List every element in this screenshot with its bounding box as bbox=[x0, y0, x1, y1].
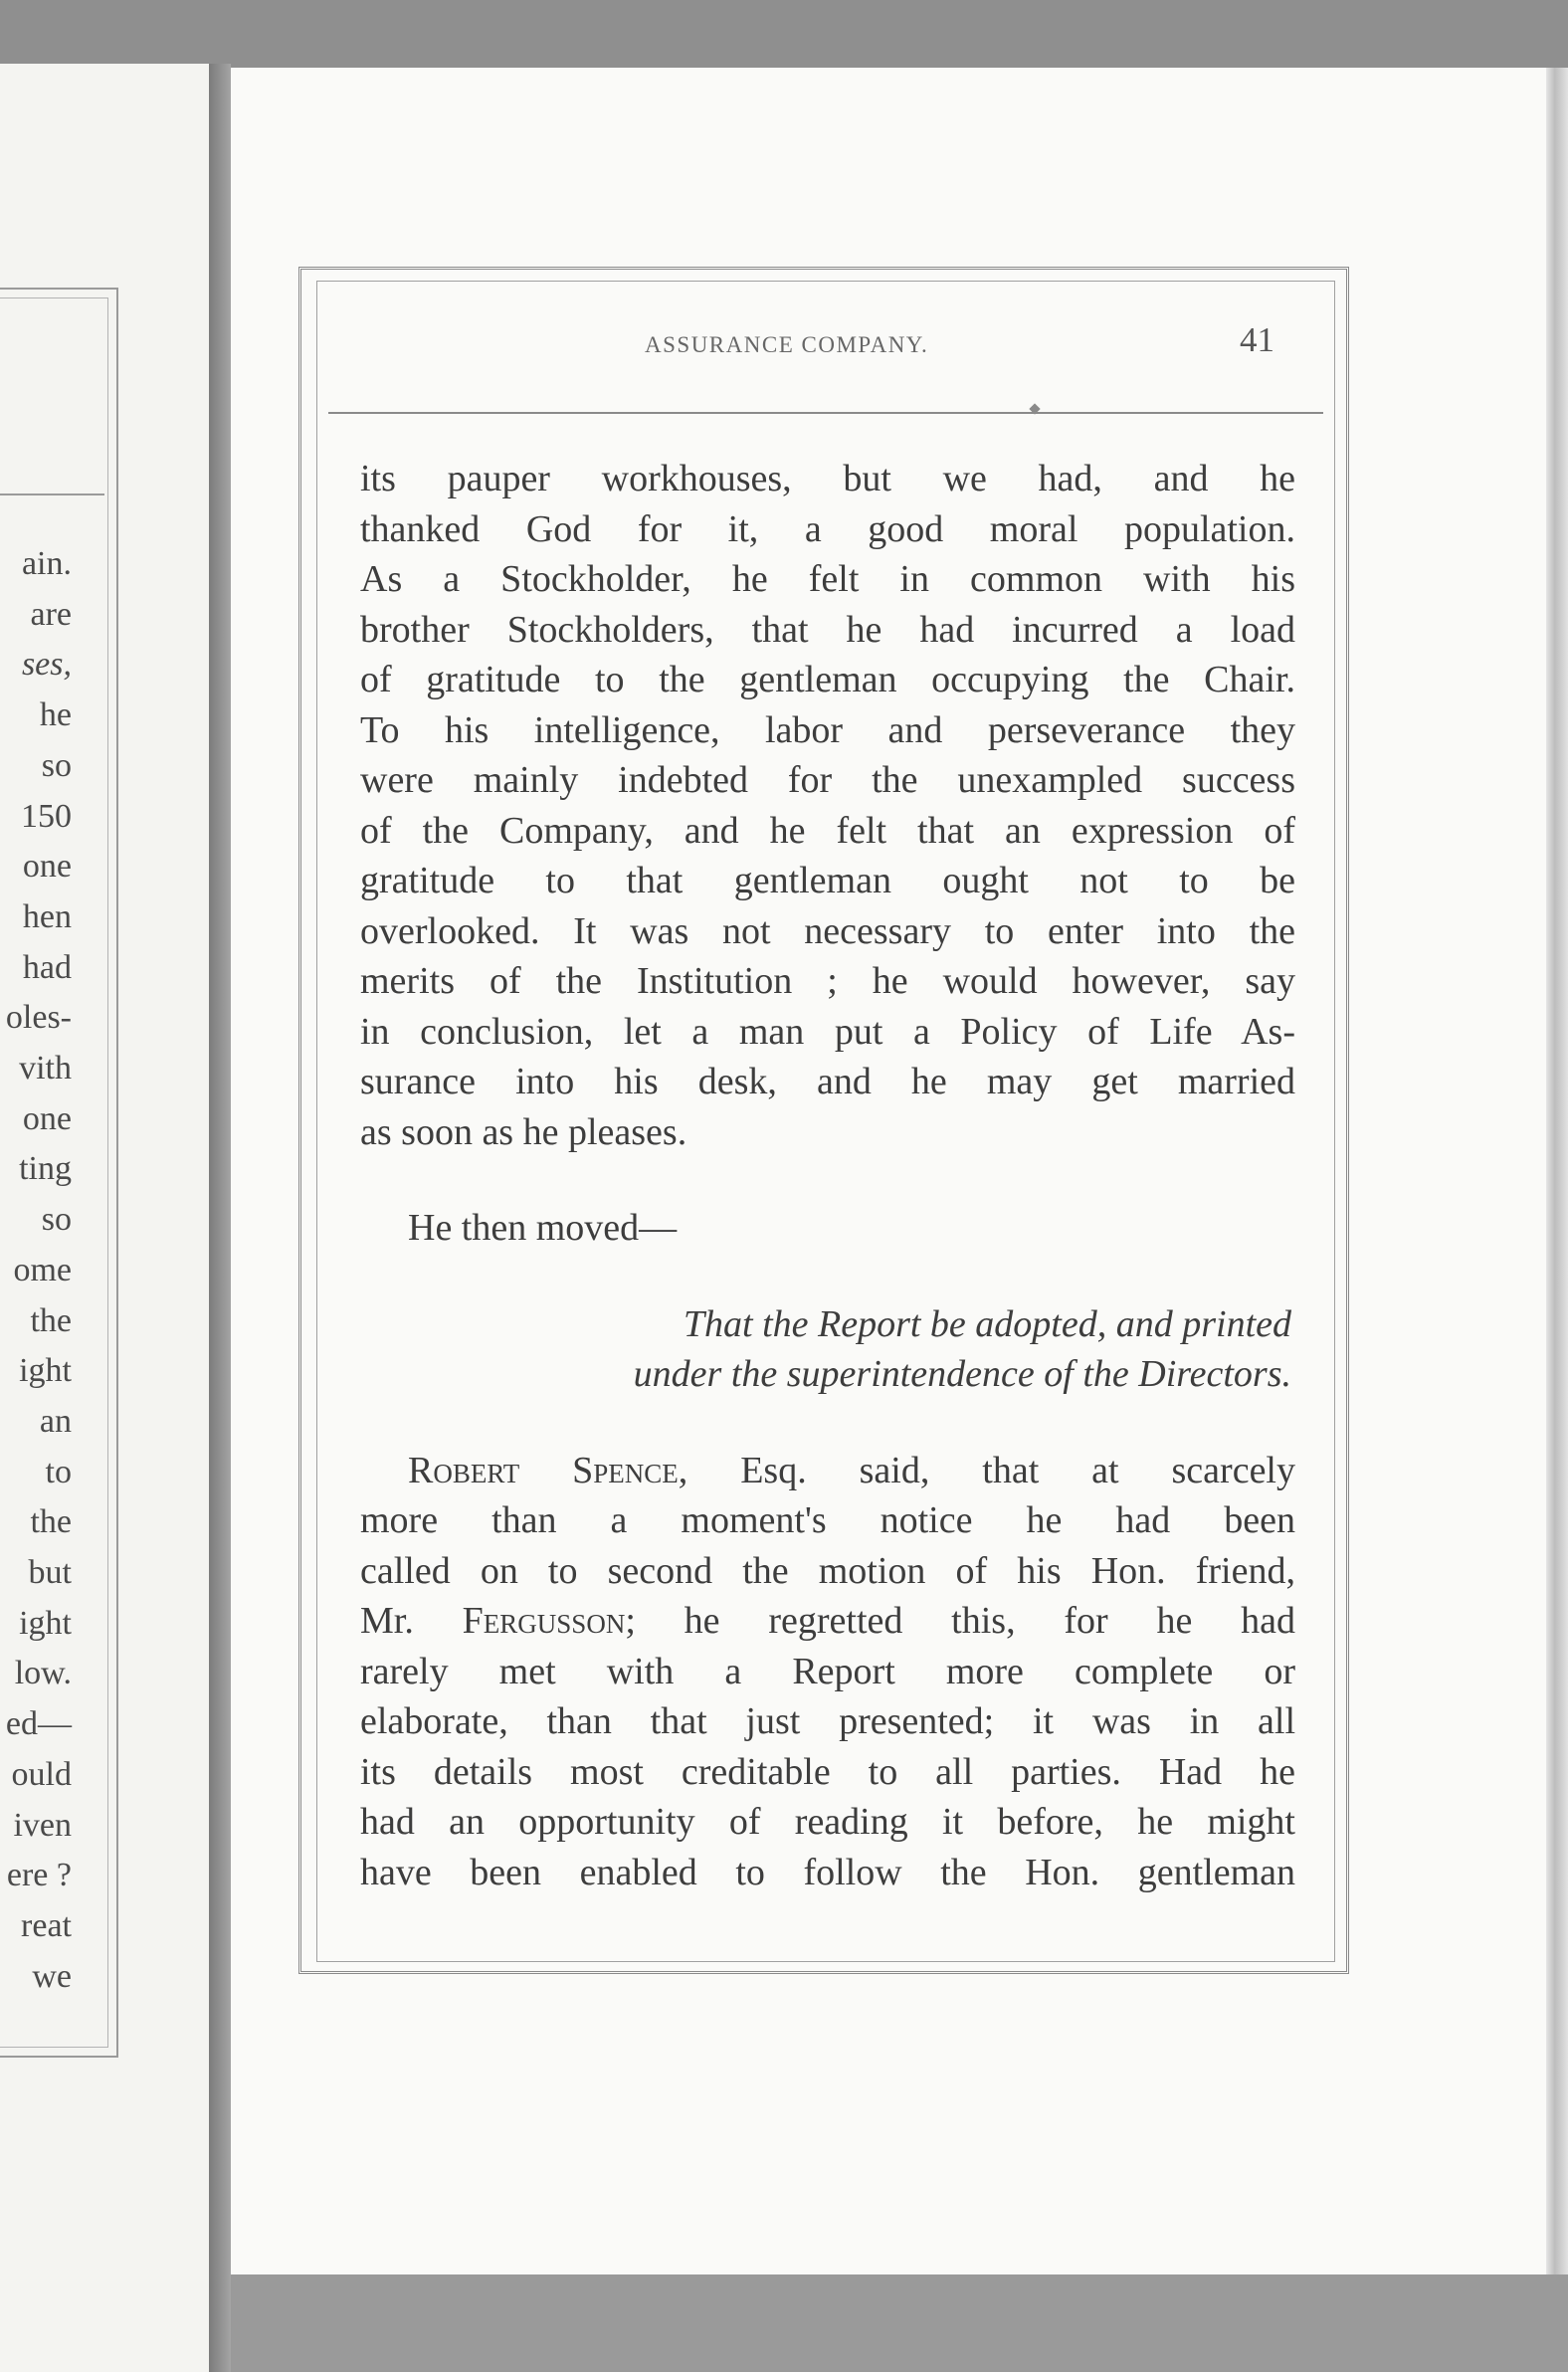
motion-text bbox=[360, 1299, 1295, 1400]
paragraph-3-line: its details most creditable to all parties. Had he bbox=[360, 1750, 1295, 1793]
header-rule bbox=[328, 412, 1323, 414]
facing-page-fragment: so bbox=[41, 1201, 72, 1239]
paragraph-3 bbox=[360, 1446, 1295, 1898]
paragraph-1-line: overlooked. It was not necessary to enter into the bbox=[360, 909, 1295, 952]
paragraph-1-line: surance into his desk, and he may get married bbox=[360, 1061, 1295, 1102]
speaker-name: Robert Spence, bbox=[408, 1449, 688, 1491]
paragraph-1-line: merits of the Institution ; he would however, say bbox=[360, 960, 1295, 1002]
facing-page-head-rule bbox=[0, 494, 104, 495]
page-edge bbox=[1546, 68, 1568, 2274]
facing-page-fragment: ight bbox=[19, 1352, 72, 1390]
facing-page-fragment: one bbox=[22, 848, 72, 886]
facing-page-fragment: but bbox=[28, 1554, 72, 1592]
facing-page-fragment: the bbox=[30, 1503, 72, 1541]
paragraph-1-line: of the Company, and he felt that an expression of bbox=[360, 809, 1295, 852]
paragraph-3-line: elaborate, than that just presented; it was in all bbox=[360, 1700, 1295, 1742]
paragraph-3-line: Robert Spence, Esq. said, that at scarcely bbox=[408, 1449, 1295, 1491]
facing-page-fragment: one bbox=[22, 1099, 72, 1137]
facing-page-fragment: are bbox=[30, 595, 72, 633]
paragraph-1-line: thanked God for it, a good moral population. bbox=[360, 507, 1295, 550]
running-head: ASSURANCE COMPANY. bbox=[645, 332, 929, 357]
facing-page-fragment: ting bbox=[19, 1150, 72, 1188]
facing-page-fragment: we bbox=[32, 1957, 72, 1995]
facing-page-fragment: ed— bbox=[5, 1705, 72, 1743]
paragraph-1-line: As a Stockholder, he felt in common with his bbox=[360, 558, 1295, 600]
facing-page-fragment: hen bbox=[22, 897, 72, 935]
moved-line: He then moved— bbox=[408, 1207, 678, 1249]
facing-page-fragment: oles- bbox=[5, 999, 72, 1037]
paragraph-3-line: Mr. Fergusson; he regretted this, for he had bbox=[360, 1600, 1295, 1642]
paragraph-3-line: have been enabled to follow the Hon. gentleman bbox=[360, 1851, 1295, 1893]
paragraph-3-line: called on to second the motion of his Hon. friend, bbox=[360, 1549, 1295, 1592]
paragraph-1-line: brother Stockholders, that he had incurred a load bbox=[360, 608, 1295, 651]
facing-page-fragment: ain. bbox=[21, 545, 72, 582]
person-name: Fergusson bbox=[462, 1600, 626, 1642]
facing-page bbox=[0, 64, 210, 2372]
facing-page-fragment: he bbox=[39, 696, 72, 734]
facing-page-fragment: ses, bbox=[21, 646, 72, 684]
facing-page-fragment: ight bbox=[19, 1604, 72, 1642]
paragraph-1 bbox=[360, 454, 1295, 1157]
paragraph-3-line: more than a moment's notice he had been bbox=[360, 1499, 1295, 1541]
paragraph-1-line: in conclusion, let a man put a Policy of Life As- bbox=[360, 1010, 1295, 1053]
facing-page-fragment: low. bbox=[14, 1655, 72, 1692]
motion-line: That the Report be adopted, and printed bbox=[683, 1302, 1291, 1345]
facing-page-fragment: vith bbox=[19, 1050, 72, 1087]
page-number: 41 bbox=[1240, 320, 1274, 359]
paragraph-3-line: rarely met with a Report more complete or bbox=[360, 1650, 1295, 1692]
facing-page-fragment: 150 bbox=[21, 797, 72, 835]
facing-page-fragment: ere ? bbox=[6, 1857, 72, 1894]
facing-page-fragment: ould bbox=[11, 1755, 72, 1793]
facing-page-fragment: had bbox=[22, 948, 72, 986]
facing-page-fragment: to bbox=[45, 1453, 72, 1490]
facing-page-text-fragments bbox=[6, 539, 72, 2002]
body-text bbox=[360, 454, 1295, 1897]
paragraph-1-line: To his intelligence, labor and perseverance they bbox=[360, 708, 1295, 751]
facing-page-fragment: ome bbox=[13, 1251, 72, 1288]
paragraph-1-line: as soon as he pleases. bbox=[360, 1110, 687, 1153]
motion-line: under the superintendence of the Directors. bbox=[633, 1353, 1291, 1395]
facing-page-fragment: reat bbox=[21, 1906, 72, 1944]
paragraph-1-line: were mainly indebted for the unexampled success bbox=[360, 759, 1295, 801]
facing-page-fragment: an bbox=[39, 1402, 72, 1440]
facing-page-fragment: so bbox=[41, 746, 72, 784]
paragraph-1-line: its pauper workhouses, but we had, and he bbox=[360, 458, 1295, 499]
book-gutter bbox=[209, 64, 231, 2372]
facing-page-fragment: iven bbox=[13, 1806, 72, 1844]
paragraph-1-line: of gratitude to the gentleman occupying the Chair. bbox=[360, 659, 1295, 700]
facing-page-fragment: the bbox=[30, 1301, 72, 1339]
scan-background bbox=[231, 2274, 1568, 2372]
paragraph-1-line: gratitude to that gentleman ought not to be bbox=[360, 860, 1295, 901]
paragraph-3-line: had an opportunity of reading it before, he might bbox=[360, 1801, 1295, 1843]
